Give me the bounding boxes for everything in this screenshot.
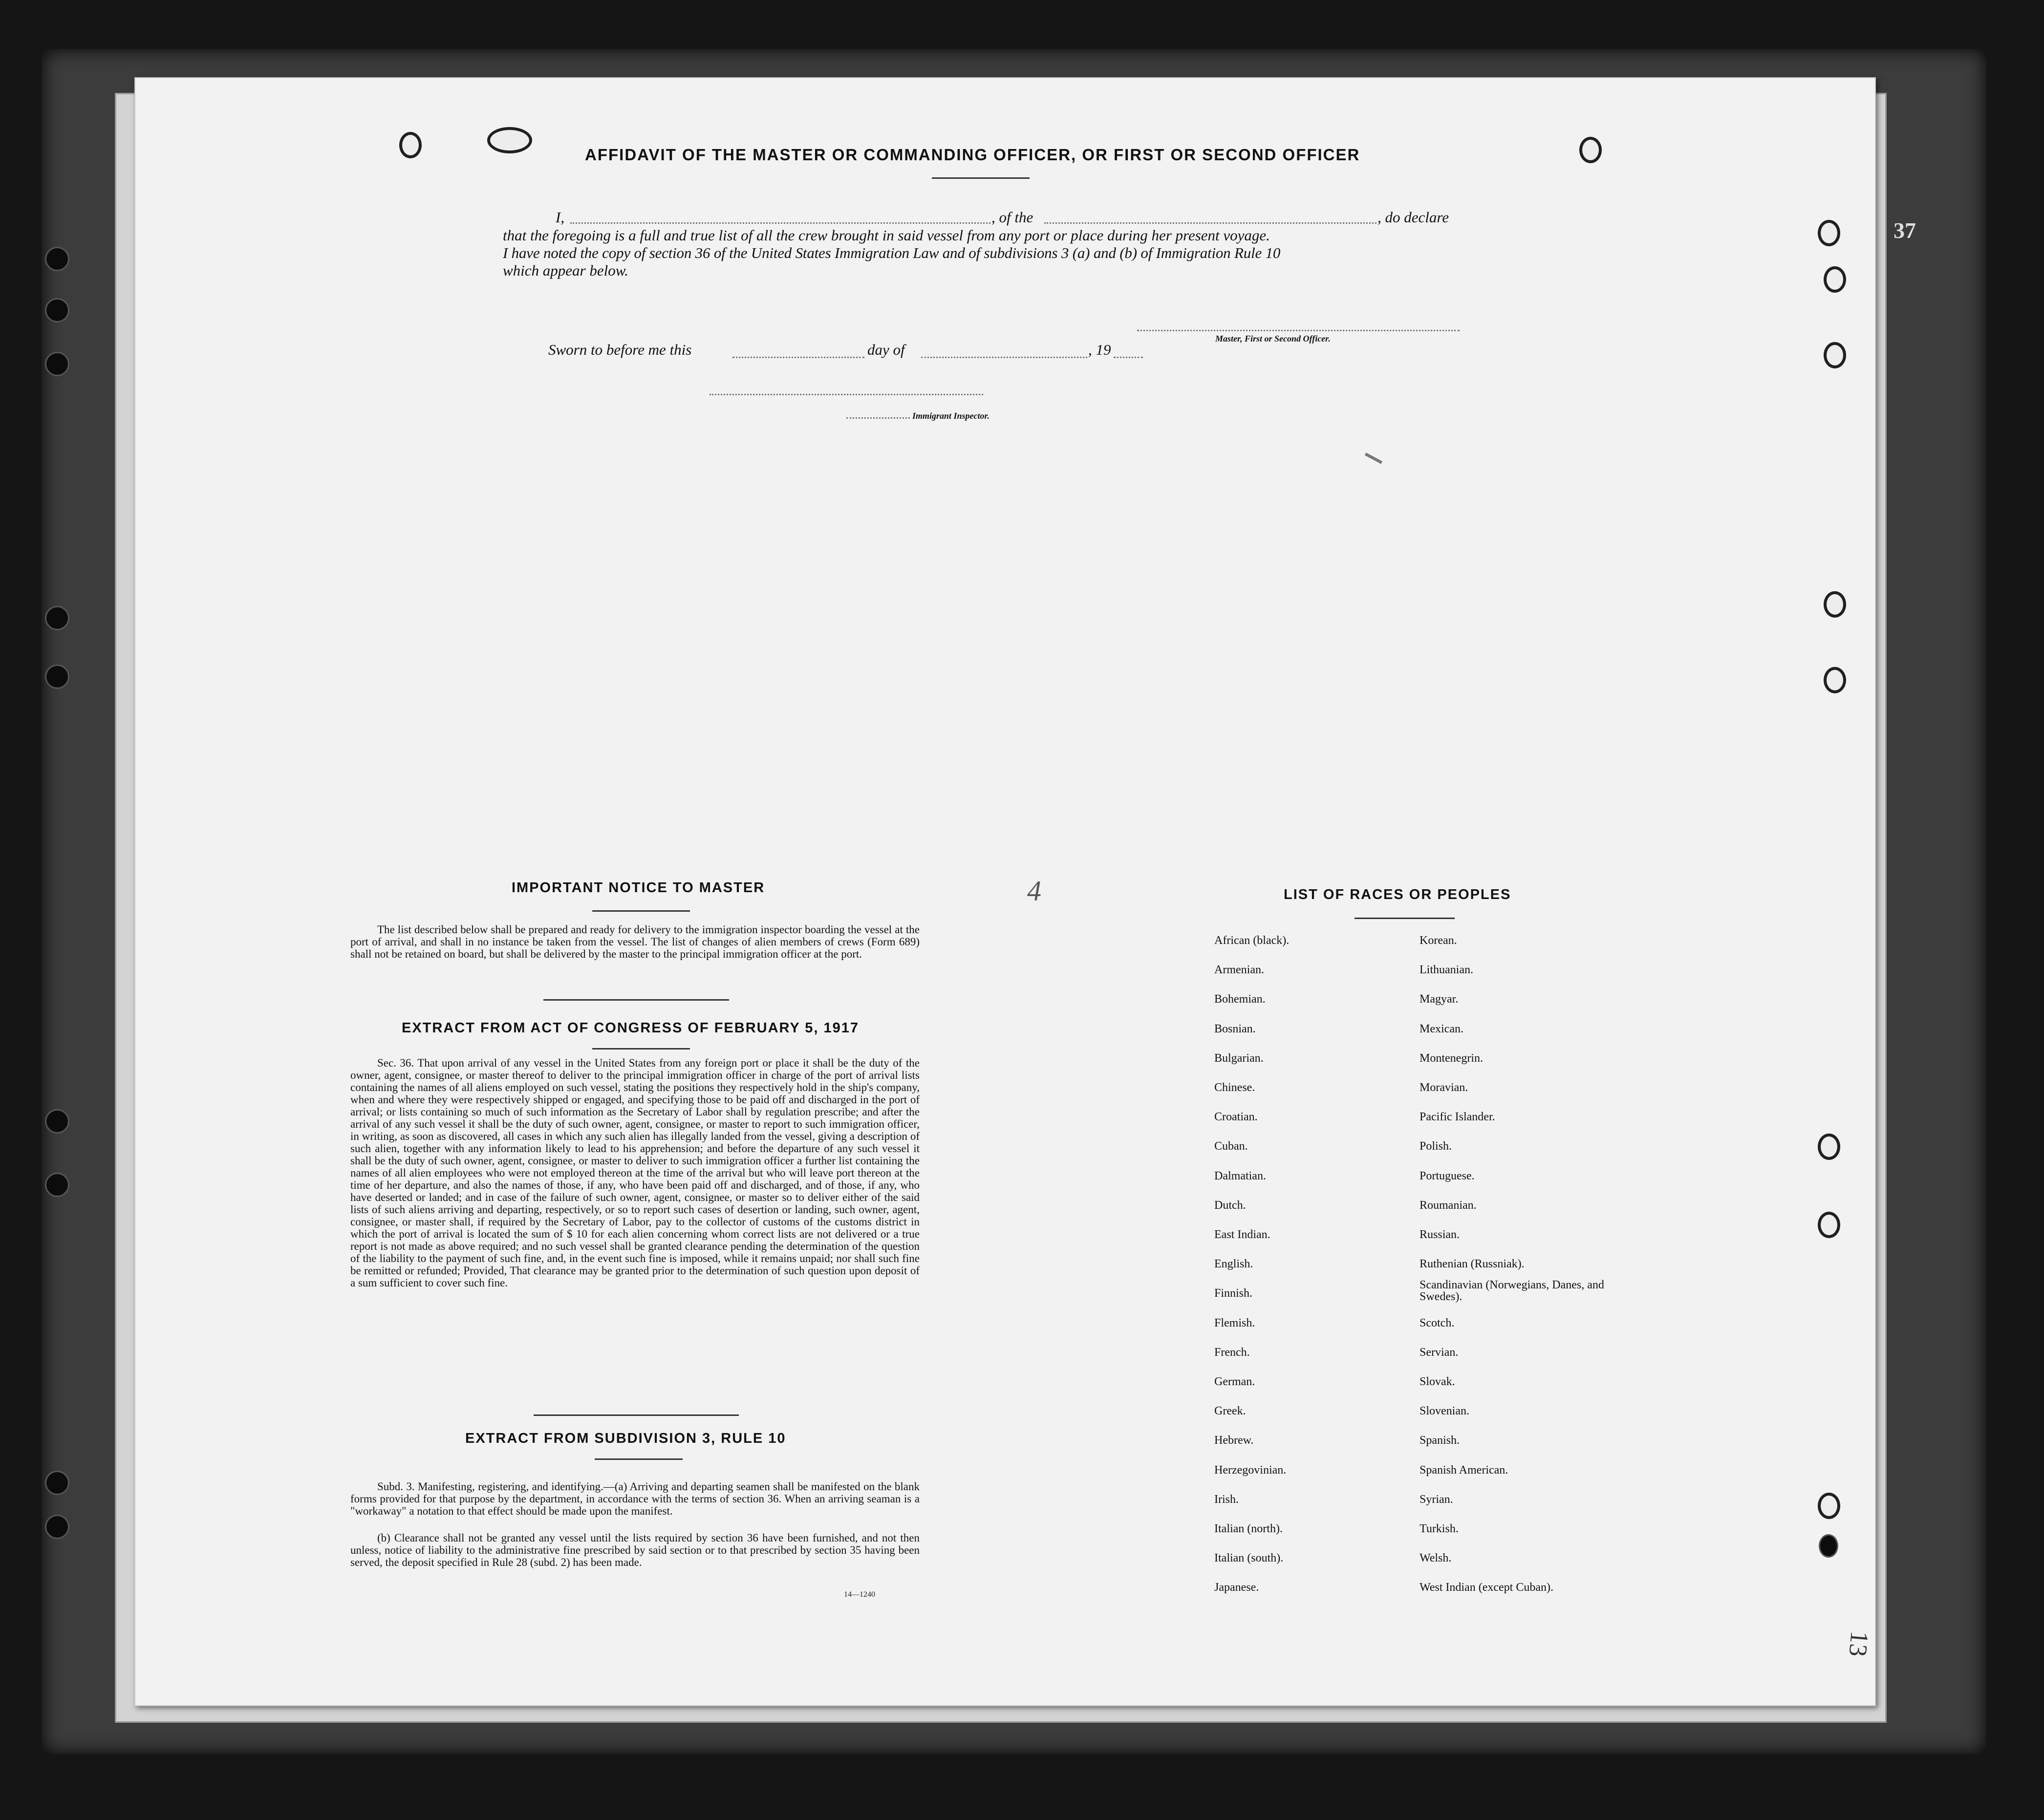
divider [595, 1458, 683, 1460]
punch-hole [1818, 1134, 1840, 1160]
punch-hole [1579, 137, 1602, 163]
race-item: Welsh. [1420, 1552, 1452, 1565]
race-item: East Indian. [1214, 1228, 1270, 1241]
name-blank [570, 222, 990, 224]
affidavit-declarant: I, [556, 209, 565, 226]
month-blank [921, 357, 1087, 358]
race-item: Magyar. [1420, 993, 1459, 1006]
race-item: Pacific Islander. [1420, 1111, 1495, 1124]
race-item: German. [1214, 1375, 1255, 1388]
year-blank [1114, 357, 1143, 358]
race-item: Scotch. [1420, 1316, 1455, 1329]
punch-hole [1818, 220, 1840, 246]
binder-ring-hole [45, 1173, 69, 1197]
race-item: Bosnian. [1214, 1022, 1256, 1035]
race-item: English. [1214, 1258, 1253, 1271]
race-item: Montenegrin. [1420, 1051, 1483, 1065]
inspector-lead-blank [846, 417, 910, 419]
punch-hole [1819, 1534, 1838, 1558]
race-item: Flemish. [1214, 1316, 1255, 1329]
race-item: Slovak. [1420, 1375, 1455, 1388]
punch-hole [1824, 266, 1846, 293]
divider [592, 1048, 690, 1049]
sworn-prefix: Sworn to before me this [548, 341, 692, 358]
act-text: Sec. 36. That upon arrival of any vessel in the United States from any foreign port or place it shall be the duty of the owner, agent, consignee, or master thereof to deliver to the principal immigration officer in charge of the port of arrival lists containing the names of all aliens employed on such vessel, stating the positions they respectively hold in the ship's company, when and where they were respectively shipped or engaged, and specifying those to be paid off and discharged in the port of arrival; or lists containing so much of such information as the Secretary of Labor shall by regulation prescribe; and after the arrival of any such vessel it shall be the duty of such owner, agent, consignee, or master to report to such immigration officer, in writing, as soon as discovered, all cases in which any such alien has illegally landed from the vessel, giving a description of such alien, together with any information likely to lead to his apprehension; and before the departure of any such vessel it shall be the duty of such owner, agent, consignee, or master to deliver to such immigration officer a further list containing the names of all alien employees who were not employed thereon at the time of the arrival but who will leave port thereon at the time of her departure, and also the names of those, if any, who have been paid off and discharged, and of those, if any, who have deserted or landed; and in case of the failure of such owner, agent, consignee, or master so to deliver either of the said lists of such aliens arriving and departing, respectively, or so to report such cases of desertion or landing, such owner, agent, consignee, or master shall, if required by the Secretary of Labor, pay to the collector of customs of the customs district in which the port of arrival is located the sum of $ 10 for each alien concerning whom correct lists are not delivered or a true report is not made as above required; and no such vessel shall be granted clearance pending the determination of the question of the liability to the payment of such fine, and, in the event such fine is imposed, while it remains unpaid; nor shall such fine be remitted or refunded; Provided, That clearance may be granted prior to the determination of such question upon deposit of a sum sufficient to cover such fine. [350, 1057, 920, 1289]
race-item: Dalmatian. [1214, 1169, 1266, 1182]
affidavit-line-4: which appear below. [503, 262, 628, 279]
race-item: Lithuanian. [1420, 964, 1473, 977]
race-item: Ruthenian (Russniak). [1420, 1258, 1525, 1271]
race-item: Turkish. [1420, 1522, 1459, 1535]
race-item: Greek. [1214, 1405, 1246, 1418]
rule-title: EXTRACT FROM SUBDIVISION 3, RULE 10 [465, 1431, 786, 1446]
affidavit-title: AFFIDAVIT OF THE MASTER OR COMMANDING OFFICER, OR FIRST OR SECOND OFFICER [585, 146, 1360, 164]
race-item: Spanish. [1420, 1434, 1460, 1447]
race-item: African (black). [1214, 934, 1290, 947]
races-title: LIST OF RACES OR PEOPLES [1284, 887, 1511, 902]
punch-hole [1824, 591, 1846, 618]
handwritten-mark: 4 [1027, 875, 1041, 907]
race-item: Finnish. [1214, 1287, 1253, 1300]
race-item: Portuguese. [1420, 1169, 1475, 1182]
binder-ring-hole [45, 1515, 69, 1539]
race-item: Polish. [1420, 1140, 1452, 1153]
notice-text: The list described below shall be prepared and ready for delivery to the immigration inspector boarding the vessel at the port of arrival, and shall in no instance be taken from the vessel. The list of changes of alien members of crews (Form 689) shall not be retained on board, but shall be delivered by the master to the principal immigration officer at the port. [350, 923, 920, 960]
race-item: Spanish American. [1420, 1463, 1508, 1477]
page-number: 37 [1893, 218, 1916, 243]
day-blank [732, 357, 864, 358]
race-item: Mexican. [1420, 1022, 1463, 1035]
affidavit-line-3: I have noted the copy of section 36 of the United States Immigration Law and of subdivisions 3 (a) and (b) of Immigration Rule 10 [503, 244, 1281, 261]
binder-ring-hole [45, 1471, 69, 1495]
race-item: Scandinavian (Norwegians, Danes, and Swedes). [1420, 1279, 1604, 1304]
form-number: 14—1240 [844, 1590, 875, 1599]
race-item: Italian (north). [1214, 1522, 1283, 1535]
stray-mark [1365, 452, 1382, 464]
binder-ring-hole [45, 352, 69, 376]
divider [534, 1414, 739, 1416]
race-item: Hebrew. [1214, 1434, 1254, 1447]
punch-hole [1818, 1212, 1840, 1238]
sworn-year: , 19 [1088, 341, 1111, 358]
divider [543, 999, 729, 1001]
affidavit-line-2: that the foregoing is a full and true list of all the crew brought in said vessel from any port or place during her present voyage. [503, 227, 1270, 244]
binder-ring-hole [45, 664, 69, 689]
race-item: Armenian. [1214, 964, 1264, 977]
race-item: Irish. [1214, 1493, 1239, 1506]
notice-title: IMPORTANT NOTICE TO MASTER [512, 880, 765, 896]
punch-hole [399, 132, 422, 158]
divider [1355, 918, 1455, 919]
race-item: Herzegovinian. [1214, 1463, 1287, 1477]
manifest-sheet [134, 77, 1876, 1706]
rule-text-b: (b) Clearance shall not be granted any vessel until the lists required by section 36 have been furnished, and not then unless, notice of liability to the administrative fine prescribed by said section or to that prescribed by section 35 having been served, the deposit specified in Rule 28 (subd. 2) has been made. [350, 1532, 920, 1568]
race-item: Moravian. [1420, 1081, 1468, 1094]
signature-blank [1137, 330, 1460, 331]
race-item: Bohemian. [1214, 993, 1266, 1006]
binder-ring-hole [45, 1109, 69, 1134]
handwritten-corner-number: 13 [1843, 1630, 1873, 1658]
binder-ring-hole [45, 298, 69, 322]
punch-hole [1824, 342, 1846, 368]
race-item: Croatian. [1214, 1111, 1258, 1124]
race-item: Chinese. [1214, 1081, 1255, 1094]
race-item: French. [1214, 1346, 1250, 1359]
divider [592, 910, 690, 912]
affidavit-declare: , do declare [1377, 209, 1449, 226]
race-item: Syrian. [1420, 1493, 1453, 1506]
vessel-blank [1044, 222, 1377, 224]
race-item: Italian (south). [1214, 1552, 1284, 1565]
divider [932, 177, 1030, 179]
sworn-day: day of [867, 341, 905, 358]
punch-hole [1818, 1493, 1840, 1519]
race-item: Cuban. [1214, 1140, 1248, 1153]
inspector-caption: Immigrant Inspector. [912, 411, 990, 421]
race-item: Servian. [1420, 1346, 1459, 1359]
race-item: Roumanian. [1420, 1199, 1477, 1212]
binder-ring-hole [45, 247, 69, 271]
race-item: Slovenian. [1420, 1405, 1469, 1418]
punch-hole [1824, 667, 1846, 693]
inspector-signature-blank [710, 394, 983, 395]
race-item: West Indian (except Cuban). [1420, 1581, 1553, 1594]
binder-ring-hole [45, 606, 69, 630]
act-title: EXTRACT FROM ACT OF CONGRESS OF FEBRUARY 5, 1917 [402, 1020, 860, 1036]
punch-hole [487, 127, 532, 153]
race-item: Dutch. [1214, 1199, 1246, 1212]
rule-text-a: Subd. 3. Manifesting, registering, and identifying.—(a) Arriving and departing seamen shall be manifested on the blank forms provided for that purpose by the department, in accordance with the terms of section 36. When an arriving seaman is a "workaway" a notation to that effect should be made upon the manifest. [350, 1480, 920, 1517]
affidavit-of-the: , of the [991, 209, 1033, 226]
race-item: Russian. [1420, 1228, 1460, 1241]
race-item: Bulgarian. [1214, 1051, 1264, 1065]
race-item: Korean. [1420, 934, 1457, 947]
race-item: Japanese. [1214, 1581, 1259, 1594]
signature-caption: Master, First or Second Officer. [1215, 334, 1331, 343]
